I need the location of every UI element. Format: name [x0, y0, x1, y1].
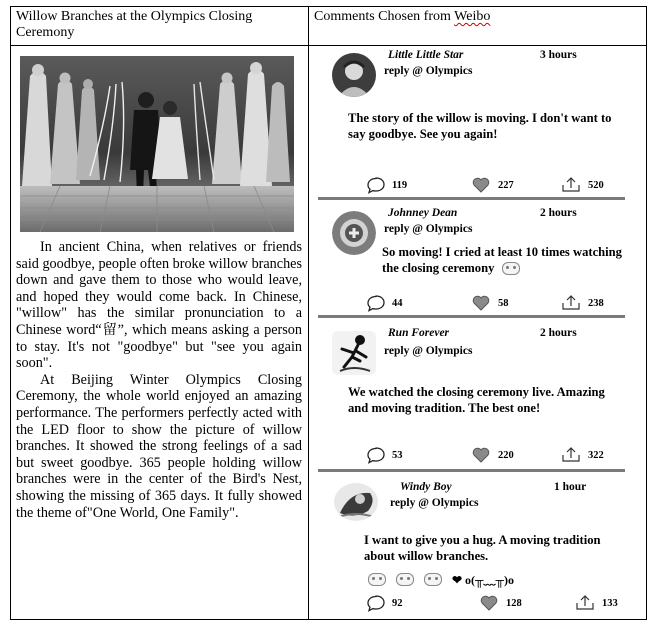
- like-count: 220: [498, 449, 514, 461]
- user-avatar[interactable]: [332, 331, 376, 375]
- user-avatar[interactable]: [334, 483, 378, 521]
- ceremony-illustration: [20, 56, 294, 232]
- weibo-brand: Weibo: [454, 9, 491, 24]
- user-name[interactable]: Little Little Star: [388, 49, 464, 61]
- heart-icon: [470, 446, 492, 464]
- card-divider: [318, 315, 625, 318]
- comment-card: [318, 45, 625, 197]
- reply-target: reply @ Olympics: [390, 497, 479, 509]
- paragraph-2: At Beijing Winter Olympics Closing Ceremony, the whole world enjoyed an amazing performance. The performers perfectly acted with the LED floor to show the picture of willow branches. It showed the strong feelings of a sad but sweet goodbye. 365 people holding willow branches were in the center of the Bird's Nest, showing the missing of 365 days. It fully showed the theme of"One World, One Family".: [16, 371, 302, 521]
- comment-bubble-icon: [366, 446, 386, 464]
- engagement-bar: [348, 593, 623, 613]
- like-count: 128: [506, 597, 522, 609]
- reply-target: reply @ Olympics: [384, 223, 473, 235]
- avatar-image: [332, 53, 376, 97]
- share-icon: [560, 176, 582, 194]
- like-stat[interactable]: [470, 445, 514, 465]
- kaomoji-text: ❤ o(╥﹏╥)o: [452, 573, 515, 587]
- user-name[interactable]: Johnney Dean: [388, 207, 458, 219]
- share-count: 520: [588, 179, 604, 191]
- right-column-title: [314, 9, 490, 25]
- share-stat[interactable]: [560, 175, 604, 195]
- like-stat[interactable]: [478, 593, 522, 613]
- share-stat[interactable]: [560, 445, 604, 465]
- like-stat[interactable]: [470, 175, 514, 195]
- card-divider: [318, 469, 625, 472]
- share-count: 133: [602, 597, 618, 609]
- reply-target: reply @ Olympics: [384, 345, 473, 357]
- user-name[interactable]: Windy Boy: [400, 481, 452, 493]
- right-title-prefix: Comments Chosen from: [314, 9, 455, 24]
- left-column-title: Willow Branches at the Olympics Closing Ceremony: [16, 9, 253, 40]
- emoji-icon: [368, 573, 386, 586]
- comment-count: 92: [392, 597, 403, 609]
- share-icon: [560, 294, 582, 312]
- engagement-bar: [348, 445, 623, 465]
- comment-card: [318, 323, 625, 463]
- comment-count: 53: [392, 449, 403, 461]
- comment-stat[interactable]: [366, 593, 403, 613]
- avatar-image: [334, 483, 378, 521]
- comment-text: The story of the willow is moving. I don't want to say goodbye. See you again!: [348, 111, 612, 141]
- reply-target: reply @ Olympics: [384, 65, 473, 77]
- like-stat[interactable]: [470, 293, 509, 313]
- heart-icon: [478, 594, 500, 612]
- share-stat[interactable]: [574, 593, 618, 613]
- post-time: 2 hours: [540, 327, 577, 339]
- comment-stat[interactable]: [366, 445, 403, 465]
- avatar-image: [332, 331, 376, 375]
- share-count: 322: [588, 449, 604, 461]
- column-divider: [308, 7, 309, 619]
- share-icon: [574, 594, 596, 612]
- comment-text: We watched the closing ceremony live. Amazing and moving tradition. The best one!: [348, 385, 605, 415]
- comment-feed: [318, 45, 625, 612]
- engagement-bar: [348, 175, 623, 195]
- like-count: 227: [498, 179, 514, 191]
- post-time: 3 hours: [540, 49, 577, 61]
- comment-bubble-icon: [366, 176, 386, 194]
- user-name[interactable]: Run Forever: [388, 327, 450, 339]
- emoji-icon: [396, 573, 414, 586]
- comment-count: 119: [392, 179, 408, 191]
- share-icon: [560, 446, 582, 464]
- heart-icon: [470, 294, 492, 312]
- heart-icon: [470, 176, 492, 194]
- user-avatar[interactable]: [332, 53, 376, 97]
- emoji-icon: [424, 573, 442, 586]
- paragraph-1: In ancient China, when relatives or friends said goodbye, people often broke willow branches down and gave them to those who would leave, and hoped they would come back. In Chinese, "willow" has the similar pronunciation to a Chinese word“留”, which means asking a person to stay. It's not "goodbye" but "see you again soon".: [16, 239, 302, 372]
- user-avatar[interactable]: [332, 211, 376, 255]
- comment-stat[interactable]: [366, 293, 403, 313]
- comment-bubble-icon: [366, 294, 386, 312]
- closing-ceremony-photo: [20, 56, 294, 232]
- comment-count: 44: [392, 297, 403, 309]
- comment-bubble-icon: [366, 594, 386, 612]
- emoticon-row: [368, 571, 514, 588]
- emoji-icon: [502, 262, 520, 275]
- comment-stat[interactable]: [366, 175, 407, 195]
- engagement-bar: [348, 293, 623, 313]
- post-time: 2 hours: [540, 207, 577, 219]
- share-count: 238: [588, 297, 604, 309]
- comment-body: So moving! I cried at least 10 times watching the closing ceremony: [382, 245, 622, 275]
- like-count: 58: [498, 297, 509, 309]
- post-time: 1 hour: [554, 481, 587, 493]
- card-divider: [318, 197, 625, 200]
- article-text: [16, 239, 302, 521]
- comment-text: I want to give you a hug. A moving tradition about willow branches.: [364, 533, 601, 563]
- comment-card: [318, 477, 625, 612]
- comment-text: [382, 245, 622, 276]
- share-stat[interactable]: [560, 293, 604, 313]
- comment-card: [318, 203, 625, 313]
- avatar-image: [332, 211, 376, 255]
